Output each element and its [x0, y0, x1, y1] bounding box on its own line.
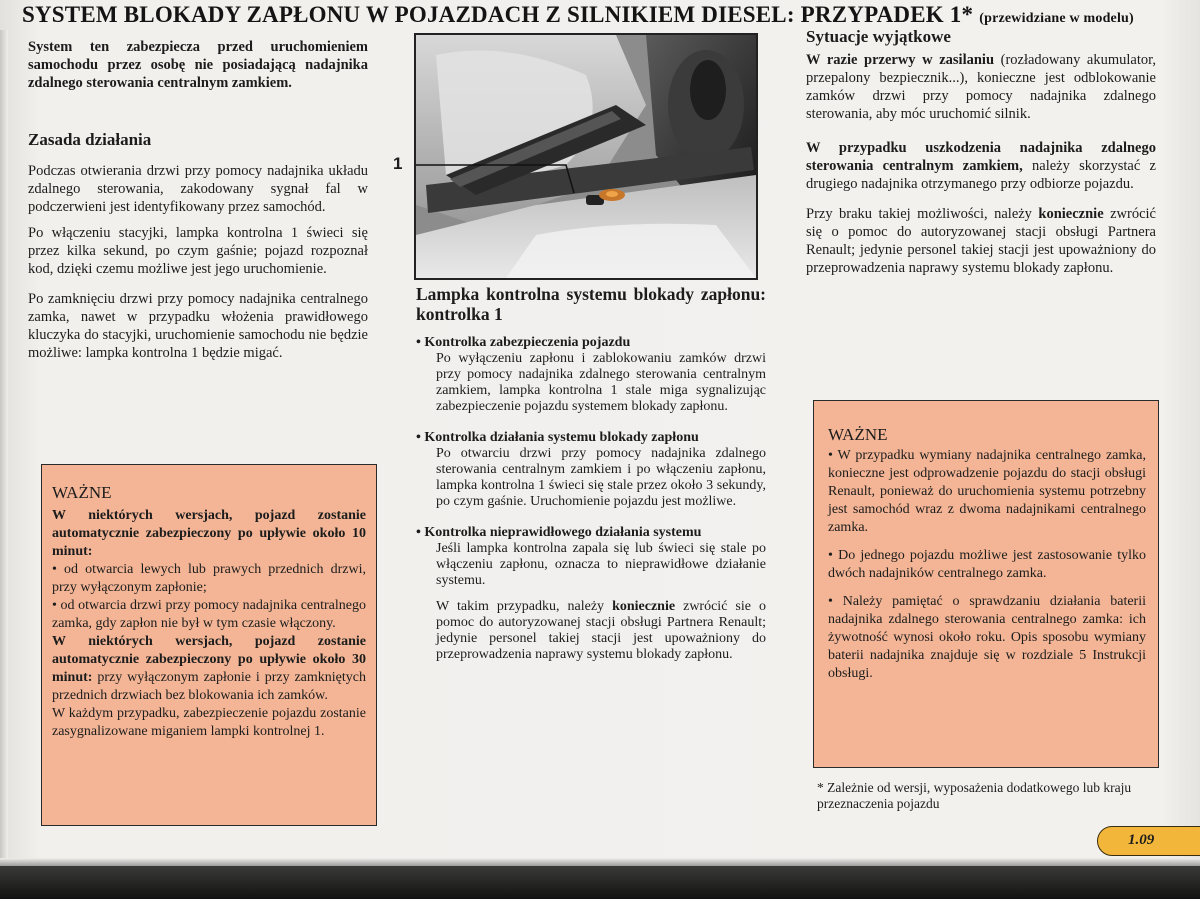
power-failure-bold: W razie przerwy w zasilaniu: [806, 52, 995, 68]
bullet-system-malfunction: • Kontrolka nieprawidłowego działania systemu: [416, 525, 702, 540]
important-box-right-paragraph-3: • Należy pamiętać o sprawdzaniu działania baterii nadajnika zdalnego sterowania centralnego zamka: ich żywotność wynosi około roku. Opis sposobu wymiany baterii nadajnika znajduje się w rozdziale 5 Instrukcji obsługi.: [828, 594, 1146, 681]
page-title: [22, 2, 1192, 28]
page-title-text: SYSTEM BLOKADY ZAPŁONU W POJAZDACH Z SILNIKIEM DIESEL: PRZYPADEK 1*: [22, 2, 974, 27]
important-box-left-line-4-rest: przy wyłączonym zapłonie i przy zamkniętych przednich drzwiach bez blokowania ich zamków.: [52, 670, 366, 703]
important-box-right-title: WAŻNE: [828, 425, 888, 444]
power-failure-text: (rozładowany akumulator, przepalony bezpiecznik...), konieczne jest odblokowanie zamków drzwi przy pomocy nadajnika zdalnego sterowania, aby móc uruchomić silnik.: [806, 52, 1157, 122]
column-left: [28, 38, 368, 362]
bullet-system-operation-title: Kontrolka działania systemu blokady zapłonu: [424, 430, 699, 445]
principle-paragraph-3: Po zamknięciu drzwi przy pomocy nadajnika centralnego zamka, nawet w przypadku włożenia prawidłowego kluczyka do stacyjki, uruchomienie samochodu nie będzie możliwe: lampka kontrolna 1 będzie migać.: [28, 291, 368, 361]
bullet-vehicle-protection-title: Kontrolka zabezpieczenia pojazdu: [424, 335, 631, 350]
warning-light-title: Lampka kontrolna systemu blokady zapłonu: kontrolka 1: [416, 284, 766, 324]
malfunction-text-part-2: zwrócić sie o pomoc do autoryzowanej stacji obsługi Partnera Renault; jedynie personel takiej stacji jest upoważniony do przeprowadzenia naprawy systemu blokady zapłonu.: [436, 599, 767, 662]
important-box-right-paragraph-1: • W przypadku wymiany nadajnika centralnego zamka, konieczne jest odprowadzenie pojazdu do stacji obsługi Renault, ponieważ do uruchomienia systemu potrzebny jest samochód wraz z dwoma nadajnikami centralnego zamka.: [828, 448, 1146, 535]
principle-paragraph-1: Podczas otwierania drzwi przy pomocy nadajnika układu zdalnego sterowania, zakodowany sygnał fal w podczerwieni jest identyfikowany przez samochód.: [28, 163, 368, 215]
bullet-system-malfunction-text: Jeśli lampka kontrolna zapala się lub świeci się stale po włączeniu zapłonu, oznacza to nieprawidłowe działanie systemu.: [436, 541, 766, 588]
exceptional-situations-title: Sytuacje wyjątkowe: [806, 27, 951, 46]
bullet-system-operation: • Kontrolka działania systemu blokady zapłonu: [416, 430, 699, 445]
page-title-note: (przewidziane w modelu): [979, 11, 1134, 26]
malfunction-text-emphasis: koniecznie: [612, 599, 676, 614]
malfunction-text-part-1: W takim przypadku, należy: [436, 599, 613, 614]
bullet-vehicle-protection: • Kontrolka zabezpieczenia pojazdu: [416, 335, 631, 350]
page-number: 1.09: [1128, 832, 1155, 848]
bullet-system-operation-text: Po otwarciu drzwi przy pomocy nadajnika zdalnego sterowania centralnym zamkiem i po włączeniu zapłonu, lampka kontrolna 1 świeci się stale przez około 3 sekundy, po czym gaśnie. Uruchomienie pojazdu jest możliwe.: [436, 446, 766, 509]
transmitter-damage-bold: W przypadku uszkodzenia nadajnika zdalnego sterowania centralnym zamkiem,: [806, 140, 1156, 174]
footnote: * Zależnie od wersji, wyposażenia dodatkowego lub kraju przeznaczenia pojazdu: [817, 780, 1132, 811]
transmitter-damage-paragraph: [806, 139, 1156, 193]
figure-callout-number: 1: [393, 154, 403, 173]
column-middle: [416, 284, 766, 663]
no-alternative-text-2: zwrócić się o pomoc do autoryzowanej stacji obsługi Partnera Renault; jedynie personel takiej stacji jest upoważniony do przeprowadzenia naprawy systemu blokady zapłonu.: [806, 206, 1156, 276]
important-box-left-line-4: [52, 633, 366, 705]
important-box-left-line-1: W niektórych wersjach, pojazd zostanie automatycznie zabezpieczony po upływie około 10 minut:: [52, 508, 366, 559]
important-box-left-line-4-bold: W niektórych wersjach, pojazd zostanie automatycznie zabezpieczony po upływie około 30 minut:: [52, 634, 366, 685]
page-bottom-shadow: [0, 866, 1200, 899]
bullet-system-malfunction-text-2: [416, 599, 766, 663]
important-box-left-line-5: W każdym przypadku, zabezpieczenie pojazdu zostanie zasygnalizowane miganiem lampki kontrolnej 1.: [52, 706, 366, 739]
page-number-tab: [1097, 826, 1200, 856]
no-alternative-paragraph: [806, 205, 1156, 277]
important-box-right: [813, 400, 1159, 768]
no-alternative-text-1: Przy braku takiej możliwości, należy: [806, 206, 1039, 222]
transmitter-damage-text: należy skorzystać z drugiego nadajnika otrzymanego przy odbiorze pojazdu.: [806, 158, 1156, 192]
important-box-left-line-3: • od otwarcia drzwi przy pomocy nadajnika centralnego zamka, gdy zapłon nie był w tym czasie włączony.: [52, 598, 366, 631]
column-right: [806, 27, 1156, 277]
dashboard-console-photo: [414, 33, 758, 280]
important-box-left: [41, 464, 377, 826]
important-box-left-line-2: • od otwarcia lewych lub prawych przednich drzwi, przy wyłączonym zapłonie;: [52, 562, 366, 595]
power-failure-paragraph: [806, 51, 1156, 123]
bullet-vehicle-protection-text: Po wyłączeniu zapłonu i zablokowaniu zamków drzwi przy pomocy nadajnika zdalnego sterowania centralnym zamkiem, lampka kontrolna 1 stale miga sygnalizując zabezpieczenie pojazdu systemem blokady zapłonu.: [436, 351, 766, 414]
intro-paragraph: System ten zabezpiecza przed uruchomieniem samochodu przez osobę nie posiadającą nadajnika zdalnego sterowania centralnym zamkiem.: [28, 39, 368, 91]
no-alternative-emphasis: koniecznie: [1038, 206, 1104, 222]
console-illustration: [416, 35, 756, 278]
section-title-principle: Zasada działania: [28, 130, 152, 149]
page-binding-shadow: [0, 30, 8, 860]
important-box-left-title: WAŻNE: [52, 483, 112, 502]
bullet-system-malfunction-title: Kontrolka nieprawidłowego działania systemu: [424, 525, 702, 540]
important-box-right-paragraph-2: • Do jednego pojazdu możliwe jest zastosowanie tylko dwóch nadajników centralnego zamka.: [828, 548, 1146, 581]
principle-paragraph-2: Po włączeniu stacyjki, lampka kontrolna 1 świeci się przez kilka sekund, po czym gaśnie; pojazd rozpoznał kod, dzięki czemu możliwe jest jego uruchomienie.: [28, 225, 368, 277]
